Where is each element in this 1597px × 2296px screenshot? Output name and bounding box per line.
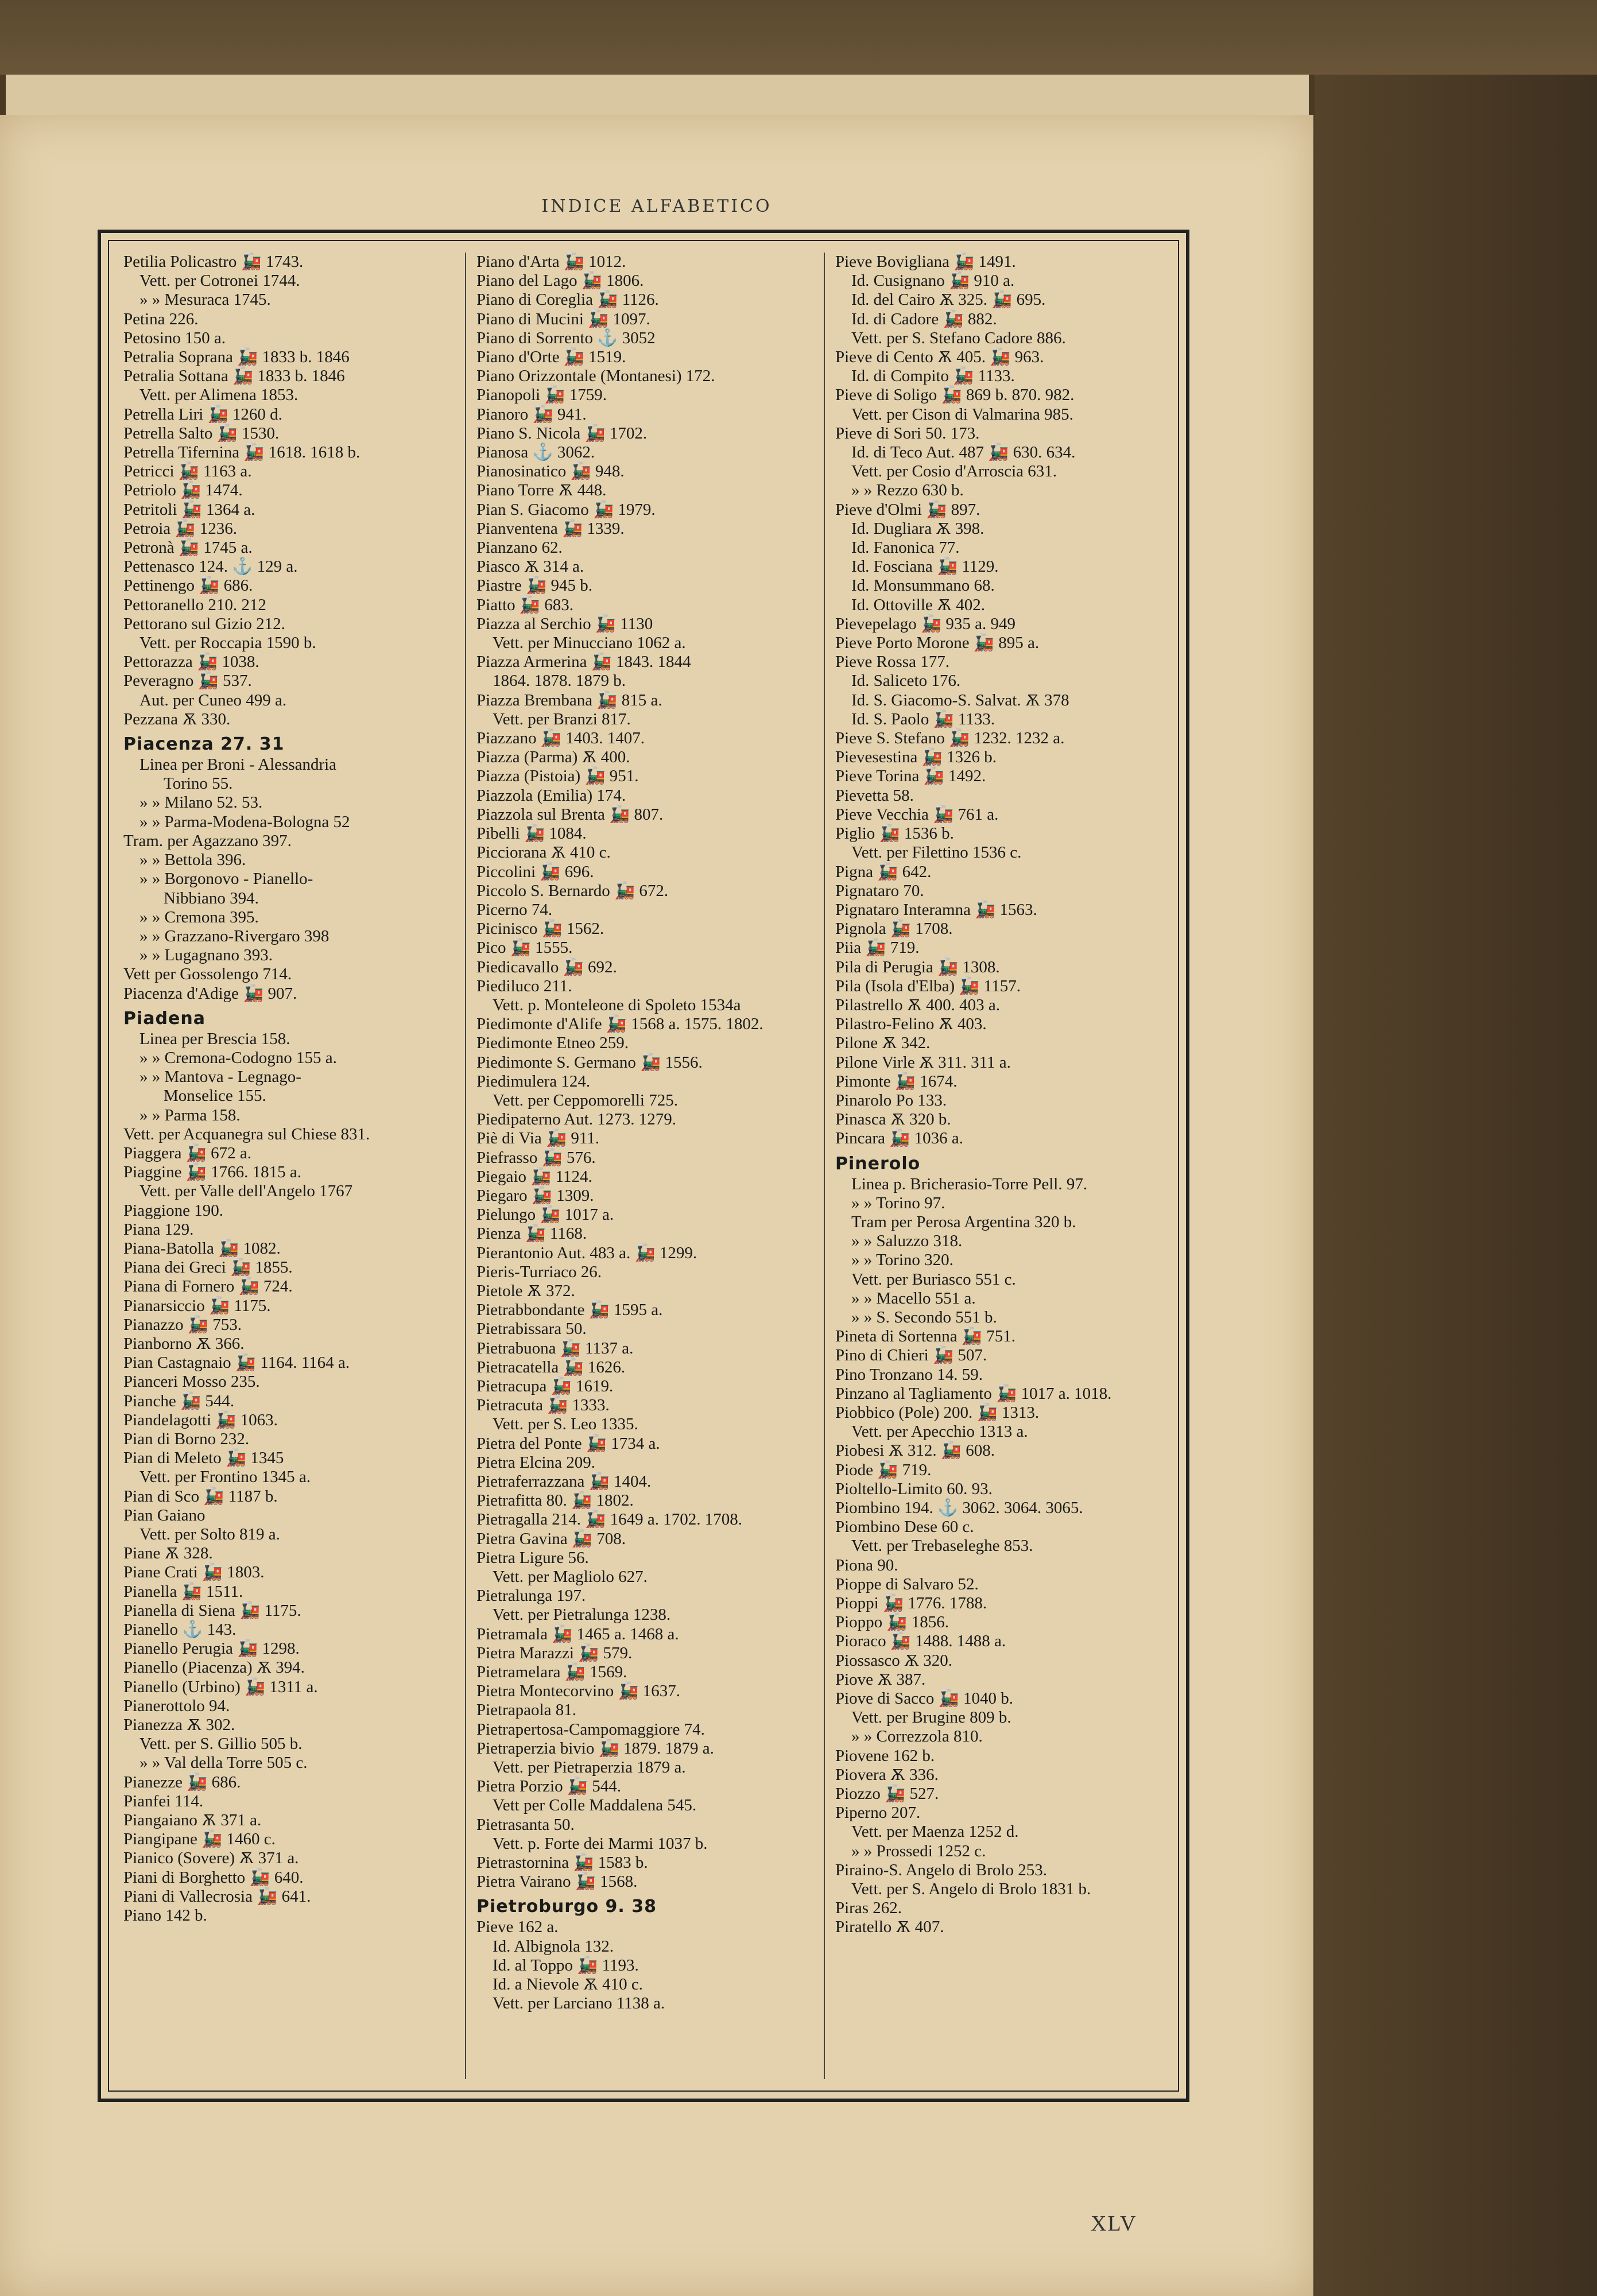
index-entry: Piazzano 🚂 1403. 1407.: [476, 729, 645, 748]
index-entry: Pievetta 58.: [835, 786, 914, 805]
index-entry: Pietrapertosa-Campomaggiore 74.: [476, 1720, 705, 1739]
index-entry: Piano Torre Ѫ 448.: [476, 481, 607, 500]
index-entry: Vett. p. Forte dei Marmi 1037 b.: [493, 1834, 708, 1853]
index-entry: Pianborno Ѫ 366.: [123, 1334, 245, 1353]
index-entry: Pian Gaiano: [123, 1506, 206, 1525]
index-entry: Pietra Elcina 209.: [476, 1453, 595, 1472]
index-entry: Petritoli 🚂 1364 a.: [123, 500, 255, 519]
index-entry: Pietracuta 🚂 1333.: [476, 1396, 610, 1415]
index-entry: Pianzano 62.: [476, 538, 563, 557]
index-entry: » » Val della Torre 505 c.: [139, 1754, 308, 1773]
index-section-heading: Piacenza 27. 31: [123, 734, 285, 755]
index-entry: Piano 142 b.: [123, 1906, 207, 1925]
index-entry: Piana 129.: [123, 1220, 194, 1239]
index-entry: Piras 262.: [835, 1899, 902, 1918]
index-entry: Id. del Cairo Ѫ 325. 🚂 695.: [851, 290, 1046, 309]
index-section-heading: Piadena: [123, 1008, 206, 1029]
index-entry: Pieve di Sori 50. 173.: [835, 424, 980, 443]
index-entry: Pietrafitta 80. 🚂 1802.: [476, 1491, 634, 1510]
index-entry: Piobesi Ѫ 312. 🚂 608.: [835, 1441, 995, 1460]
index-entry: Vett. per Acquanegra sul Chiese 831.: [123, 1124, 370, 1143]
index-entry: Pietracupa 🚂 1619.: [476, 1376, 614, 1395]
index-entry: Piombino 194. ⚓ 3062. 3064. 3065.: [835, 1499, 1083, 1517]
index-entry: Pino Tronzano 14. 59.: [835, 1365, 983, 1384]
index-entry: Pierantonio Aut. 483 a. 🚂 1299.: [476, 1243, 697, 1262]
index-entry: Piaggera 🚂 672 a.: [123, 1143, 251, 1162]
column-divider: [465, 253, 466, 2079]
index-entry: Linea per Broni - Alessandria: [139, 755, 337, 774]
index-entry: 1864. 1878. 1879 b.: [493, 672, 626, 691]
index-entry: Piove Ѫ 387.: [835, 1670, 926, 1689]
index-entry: Aut. per Cuneo 499 a.: [139, 691, 287, 709]
index-entry: Vett. p. Monteleone di Spoleto 1534a: [493, 995, 741, 1014]
index-entry: Pian di Sco 🚂 1187 b.: [123, 1487, 278, 1506]
index-entry: Pietrasanta 50.: [476, 1815, 575, 1834]
index-entry: Pieve Rossa 177.: [835, 653, 949, 672]
index-entry: Id. al Toppo 🚂 1193.: [493, 1956, 639, 1975]
index-entry: Pieve d'Olmi 🚂 897.: [835, 500, 980, 519]
index-entry: Piacenza d'Adige 🚂 907.: [123, 984, 297, 1003]
index-entry: Pietrastornina 🚂 1583 b.: [476, 1853, 648, 1872]
index-entry: Petrella Salto 🚂 1530.: [123, 424, 280, 443]
index-entry: Pietole Ѫ 372.: [476, 1281, 575, 1300]
index-entry: Vett. per Apecchio 1313 a.: [851, 1422, 1028, 1441]
index-entry: Piandelagotti 🚂 1063.: [123, 1410, 278, 1429]
index-entry: Piovera Ѫ 336.: [835, 1765, 939, 1784]
index-entry: Pianosa ⚓ 3062.: [476, 443, 595, 462]
index-entry: Petrella Tifernina 🚂 1618. 1618 b.: [123, 443, 361, 462]
index-entry: Vett. per Minucciano 1062 a.: [493, 634, 686, 653]
index-entry: Pieve 162 a.: [476, 1918, 559, 1937]
index-entry: Vett. per Buriasco 551 c.: [851, 1270, 1016, 1289]
index-entry: Id. Monsummano 68.: [851, 576, 995, 595]
index-entry: » » Prossedi 1252 c.: [851, 1841, 986, 1860]
index-entry: Piano Orizzontale (Montanesi) 172.: [476, 367, 715, 386]
index-entry: Id. Dugliara Ѫ 398.: [851, 519, 984, 538]
index-entry: Piobbico (Pole) 200. 🚂 1313.: [835, 1403, 1040, 1422]
index-entry: Vett. per Pietralunga 1238.: [493, 1605, 671, 1624]
index-entry: Piane Crati 🚂 1803.: [123, 1563, 265, 1582]
index-entry: Pianico (Sovere) Ѫ 371 a.: [123, 1849, 299, 1868]
index-entry: » » Mesuraca 1745.: [139, 290, 271, 309]
index-entry: Pieve Vecchia 🚂 761 a.: [835, 805, 999, 824]
index-entry: Peveragno 🚂 537.: [123, 672, 252, 691]
index-entry: Pieve Bovigliana 🚂 1491.: [835, 253, 1016, 271]
index-entry: Pinasca Ѫ 320 b.: [835, 1110, 951, 1129]
index-entry: Piegaro 🚂 1309.: [476, 1186, 594, 1205]
index-entry: Vett. per Maenza 1252 d.: [851, 1822, 1019, 1841]
index-entry: Pineta di Sortenna 🚂 751.: [835, 1327, 1015, 1346]
index-entry: Pianceri Mosso 235.: [123, 1372, 260, 1391]
index-entry: Piazzola sul Brenta 🚂 807.: [476, 805, 664, 824]
index-entry: Pianezze 🚂 686.: [123, 1773, 241, 1791]
index-entry: Pietragalla 214. 🚂 1649 a. 1702. 1708.: [476, 1510, 742, 1529]
index-entry: Vett. per Cotronei 1744.: [139, 272, 300, 290]
index-entry: Petriolo 🚂 1474.: [123, 481, 243, 500]
index-entry: » » Correzzola 810.: [851, 1727, 983, 1746]
index-entry: Picinisco 🚂 1562.: [476, 920, 604, 938]
index-entry: Petricci 🚂 1163 a.: [123, 462, 252, 481]
index-entry: Pettoranello 210. 212: [123, 595, 266, 614]
index-entry: Id. Ottoville Ѫ 402.: [851, 595, 985, 614]
index-entry: Petroia 🚂 1236.: [123, 519, 238, 538]
index-entry: Pietra del Ponte 🚂 1734 a.: [476, 1434, 660, 1453]
index-entry: Piazza (Pistoia) 🚂 951.: [476, 767, 639, 786]
index-entry: » » Mantova - Legnago-: [139, 1068, 301, 1087]
index-frame: [98, 230, 1189, 2102]
index-entry: Piombino Dese 60 c.: [835, 1518, 974, 1537]
background-right: [1315, 75, 1597, 2296]
index-entry: Pievesestina 🚂 1326 b.: [835, 748, 997, 767]
index-entry: Pian di Meleto 🚂 1345: [123, 1449, 284, 1468]
index-entry: Pianello ⚓ 143.: [123, 1620, 237, 1639]
index-entry: Pincara 🚂 1036 a.: [835, 1129, 963, 1148]
index-entry: Pietra Gavina 🚂 708.: [476, 1529, 626, 1548]
index-entry: Pianezza Ѫ 302.: [123, 1716, 235, 1735]
index-section-heading: Pinerolo: [835, 1153, 921, 1174]
index-entry: Piana-Batolla 🚂 1082.: [123, 1239, 281, 1258]
index-entry: Piano d'Arta 🚂 1012.: [476, 253, 626, 271]
index-entry: Pietraperzia bivio 🚂 1879. 1879 a.: [476, 1739, 714, 1758]
index-entry: Petralia Soprana 🚂 1833 b. 1846: [123, 348, 350, 367]
index-entry: Tram per Perosa Argentina 320 b.: [851, 1212, 1076, 1231]
index-entry: Piedicavallo 🚂 692.: [476, 957, 617, 976]
index-entry: » » S. Secondo 551 b.: [851, 1308, 997, 1327]
index-entry: » » Milano 52. 53.: [139, 793, 263, 812]
index-entry: Pietra Porzio 🚂 544.: [476, 1777, 621, 1796]
index-entry: » » Rezzo 630 b.: [851, 481, 964, 500]
index-entry: Pieve Porto Morone 🚂 895 a.: [835, 634, 1040, 653]
index-entry: Pioraco 🚂 1488. 1488 a.: [835, 1632, 1006, 1651]
index-entry: Vett. per Filettino 1536 c.: [851, 843, 1022, 862]
index-frame-inner: [108, 240, 1179, 2092]
index-entry: Pignola 🚂 1708.: [835, 920, 953, 938]
index-entry: Pieve S. Stefano 🚂 1232. 1232 a.: [835, 729, 1065, 748]
index-entry: Vett. per Larciano 1138 a.: [493, 1994, 665, 2013]
index-entry: Vett. per Valle dell'Angelo 1767: [139, 1182, 353, 1201]
index-entry: Piazza Brembana 🚂 815 a.: [476, 691, 662, 709]
index-entry: Petrella Liri 🚂 1260 d.: [123, 405, 282, 424]
index-entry: Nibbiano 394.: [164, 889, 259, 907]
index-entry: Piedimulera 124.: [476, 1072, 591, 1091]
index-entry: Piglio 🚂 1536 b.: [835, 824, 954, 843]
index-entry: Piossasco Ѫ 320.: [835, 1651, 953, 1670]
index-entry: Pianello (Piacenza) Ѫ 394.: [123, 1658, 305, 1677]
index-entry: » » Borgonovo - Pianello-: [139, 870, 313, 889]
index-entry: » » Torino 320.: [851, 1251, 953, 1270]
index-entry: Piasco Ѫ 314 a.: [476, 557, 584, 576]
index-entry: Pian S. Giacomo 🚂 1979.: [476, 500, 656, 519]
book-page: [0, 115, 1313, 2296]
index-entry: Pianazzo 🚂 753.: [123, 1315, 242, 1334]
index-entry: Pietrabuona 🚂 1137 a.: [476, 1339, 634, 1358]
index-entry: Id. Saliceto 176.: [851, 672, 961, 691]
index-entry: Linea per Brescia 158.: [139, 1029, 290, 1048]
index-entry: Pioltello-Limito 60. 93.: [835, 1479, 993, 1498]
index-entry: Pietralunga 197.: [476, 1587, 586, 1605]
index-entry: Pieve di Cento Ѫ 405. 🚂 963.: [835, 348, 1044, 367]
index-entry: Id. a Nievole Ѫ 410 c.: [493, 1975, 643, 1994]
index-entry: Pimonte 🚂 1674.: [835, 1072, 958, 1091]
index-entry: » » Parma-Modena-Bologna 52: [139, 812, 350, 831]
index-entry: Pianfei 114.: [123, 1791, 204, 1810]
index-entry: Tram. per Agazzano 397.: [123, 831, 292, 850]
index-entry: Piazza al Serchio 🚂 1130: [476, 614, 653, 633]
index-entry: Pietra Vairano 🚂 1568.: [476, 1872, 638, 1891]
index-entry: Vett. per S. Stefano Cadore 886.: [851, 328, 1066, 347]
index-entry: » » Bettola 396.: [139, 851, 246, 870]
index-entry: Pietramala 🚂 1465 a. 1468 a.: [476, 1624, 679, 1643]
index-entry: Vett. per Magliolo 627.: [493, 1568, 648, 1587]
index-entry: Piona 90.: [835, 1556, 898, 1574]
index-entry: Vett. per Trebaseleghe 853.: [851, 1537, 1033, 1556]
index-entry: Petronà 🚂 1745 a.: [123, 538, 253, 557]
page-number: XLV: [1091, 2212, 1137, 2236]
index-entry: Petina 226.: [123, 309, 199, 328]
index-entry: Pievepelago 🚂 935 a. 949: [835, 614, 1015, 633]
index-entry: Pioppe di Salvaro 52.: [835, 1574, 979, 1593]
index-entry: Pianella di Siena 🚂 1175.: [123, 1601, 301, 1620]
index-entry: Pianello (Urbino) 🚂 1311 a.: [123, 1677, 318, 1696]
index-entry: Picciorana Ѫ 410 c.: [476, 843, 611, 862]
index-entry: Pila di Perugia 🚂 1308.: [835, 957, 1000, 976]
index-entry: Pianella 🚂 1511.: [123, 1582, 243, 1601]
index-entry: Id. di Cadore 🚂 882.: [851, 309, 997, 328]
index-entry: Vett. per Roccapia 1590 b.: [139, 634, 316, 653]
index-entry: Pianarsiccio 🚂 1175.: [123, 1296, 271, 1315]
index-entry: Piano del Lago 🚂 1806.: [476, 272, 644, 290]
index-entry: Pila (Isola d'Elba) 🚂 1157.: [835, 976, 1021, 995]
index-entry: Pettorazza 🚂 1038.: [123, 653, 259, 672]
index-entry: Pianoro 🚂 941.: [476, 405, 587, 424]
index-entry: Pianche 🚂 544.: [123, 1391, 235, 1410]
index-entry: Pioppo 🚂 1856.: [835, 1613, 949, 1632]
index-entry: Piastre 🚂 945 b.: [476, 576, 593, 595]
index-entry: Id. Cusignano 🚂 910 a.: [851, 272, 1015, 290]
index-entry: Piano d'Orte 🚂 1519.: [476, 348, 626, 367]
index-entry: Pino di Chieri 🚂 507.: [835, 1346, 987, 1365]
index-entry: Pianerottolo 94.: [123, 1696, 230, 1715]
index-entry: Vett. per S. Angelo di Brolo 1831 b.: [851, 1880, 1091, 1899]
index-entry: » » Parma 158.: [139, 1106, 241, 1124]
index-entry: Piani di Vallecrosia 🚂 641.: [123, 1887, 311, 1906]
index-entry: Id. Albignola 132.: [493, 1937, 614, 1956]
index-entry: Petralia Sottana 🚂 1833 b. 1846: [123, 367, 345, 386]
index-entry: Vett. per S. Leo 1335.: [493, 1415, 638, 1434]
index-entry: Piccolini 🚂 696.: [476, 862, 594, 881]
index-entry: Pielungo 🚂 1017 a.: [476, 1205, 614, 1224]
index-entry: Piode 🚂 719.: [835, 1460, 932, 1479]
index-entry: Piano di Coreglia 🚂 1126.: [476, 290, 659, 309]
index-entry: Pietrapaola 81.: [476, 1701, 576, 1720]
index-entry: Pettinengo 🚂 686.: [123, 576, 253, 595]
index-entry: Vett per Colle Maddalena 545.: [493, 1796, 697, 1815]
index-entry: Piperno 207.: [835, 1804, 921, 1822]
index-entry: » » Lugagnano 393.: [139, 946, 273, 965]
index-entry: » » Grazzano-Rivergaro 398: [139, 926, 330, 945]
index-entry: » » Cremona-Codogno 155 a.: [139, 1048, 337, 1067]
index-entry: Vett. per Frontino 1345 a.: [139, 1468, 311, 1487]
index-entry: Pietramelara 🚂 1569.: [476, 1663, 627, 1682]
index-entry: Monselice 155.: [164, 1087, 266, 1106]
index-entry: Id. di Teco Aut. 487 🚂 630. 634.: [851, 443, 1076, 462]
index-entry: Id. di Compito 🚂 1133.: [851, 367, 1015, 386]
index-entry: Pigna 🚂 642.: [835, 862, 932, 881]
index-entry: » » Torino 97.: [851, 1193, 945, 1212]
index-entry: Piedimonte S. Germano 🚂 1556.: [476, 1053, 703, 1072]
index-entry: Pietrabbondante 🚂 1595 a.: [476, 1301, 663, 1320]
index-entry: Pinzano al Tagliamento 🚂 1017 a. 1018.: [835, 1384, 1112, 1403]
index-entry: Pianosinatico 🚂 948.: [476, 462, 625, 481]
index-entry: Piediluco 211.: [476, 976, 572, 995]
index-entry: Pianopoli 🚂 1759.: [476, 386, 607, 405]
index-entry: Picerno 74.: [476, 900, 553, 919]
index-entry: Torino 55.: [164, 774, 233, 793]
index-entry: Id. Fosciana 🚂 1129.: [851, 557, 999, 576]
index-entry: Petilia Policastro 🚂 1743.: [123, 253, 304, 271]
index-entry: Piazzola (Emilia) 174.: [476, 786, 626, 805]
index-entry: Pilone Virle Ѫ 311. 311 a.: [835, 1053, 1011, 1072]
index-entry: Pieve Torina 🚂 1492.: [835, 767, 986, 786]
index-entry: Pianello Perugia 🚂 1298.: [123, 1639, 300, 1658]
index-entry: Pietra Marazzi 🚂 579.: [476, 1643, 633, 1662]
index-entry: Pieris-Turriaco 26.: [476, 1262, 602, 1281]
index-entry: Piani di Borghetto 🚂 640.: [123, 1868, 304, 1887]
index-entry: Piano di Mucini 🚂 1097.: [476, 309, 650, 328]
index-entry: Vett. per Solto 819 a.: [139, 1525, 280, 1543]
index-column-2: [476, 253, 815, 2079]
index-entry: Pioppi 🚂 1776. 1788.: [835, 1594, 987, 1613]
index-entry: Vett. per Branzi 817.: [493, 709, 631, 728]
index-entry: Pietra Ligure 56.: [476, 1548, 589, 1567]
index-entry: Piovene 162 b.: [835, 1746, 935, 1765]
index-entry: Vett per Gossolengo 714.: [123, 965, 292, 984]
index-entry: Piè di Via 🚂 911.: [476, 1129, 600, 1148]
index-entry: Pietrabissara 50.: [476, 1320, 587, 1339]
index-entry: Pietra Montecorvino 🚂 1637.: [476, 1682, 681, 1701]
index-entry: Pezzana Ѫ 330.: [123, 709, 231, 728]
index-entry: Piefrasso 🚂 576.: [476, 1148, 596, 1167]
index-entry: » » Cremona 395.: [139, 907, 259, 926]
index-entry: Piazza Armerina 🚂 1843. 1844: [476, 653, 691, 672]
index-entry: Vett. per S. Gillio 505 b.: [139, 1735, 303, 1754]
index-entry: Piangipane 🚂 1460 c.: [123, 1830, 276, 1849]
index-entry: Pieve di Soligo 🚂 869 b. 870. 982.: [835, 386, 1075, 405]
index-entry: Vett. per Pietraperzia 1879 a.: [493, 1758, 686, 1777]
index-entry: Pianventena 🚂 1339.: [476, 519, 625, 538]
index-entry: Pettorano sul Gizio 212.: [123, 614, 285, 633]
index-section-heading: Pietroburgo 9. 38: [476, 1896, 657, 1917]
index-entry: Vett. per Ceppomorelli 725.: [493, 1091, 678, 1110]
index-entry: Piegaio 🚂 1124.: [476, 1167, 592, 1186]
index-entry: Pietracatella 🚂 1626.: [476, 1358, 626, 1376]
index-entry: Vett. per Alimena 1853.: [139, 386, 299, 405]
index-entry: Piedimonte d'Alife 🚂 1568 a. 1575. 1802.: [476, 1015, 763, 1034]
index-entry: Piove di Sacco 🚂 1040 b.: [835, 1689, 1013, 1708]
index-entry: » » Macello 551 a.: [851, 1289, 976, 1308]
index-entry: Pignataro 70.: [835, 881, 924, 900]
index-entry: Id. S. Giacomo-S. Salvat. Ѫ 378: [851, 691, 1069, 709]
index-entry: Pibelli 🚂 1084.: [476, 824, 587, 843]
index-entry: Piatto 🚂 683.: [476, 595, 574, 614]
background-top: [0, 0, 1597, 75]
index-column-3: [835, 253, 1174, 2079]
index-entry: Id. Fanonica 77.: [851, 538, 960, 557]
index-entry: Pilone Ѫ 342.: [835, 1034, 931, 1053]
index-entry: Pettenasco 124. ⚓ 129 a.: [123, 557, 298, 576]
index-entry: Linea p. Bricherasio-Torre Pell. 97.: [851, 1174, 1088, 1193]
index-entry: Pinarolo Po 133.: [835, 1091, 947, 1110]
index-entry: Vett. per Brugine 809 b.: [851, 1708, 1011, 1727]
index-entry: Piedipaterno Aut. 1273. 1279.: [476, 1110, 676, 1129]
index-entry: » » Saluzzo 318.: [851, 1232, 963, 1251]
index-entry: Piedimonte Etneo 259.: [476, 1034, 629, 1053]
index-entry: Piia 🚂 719.: [835, 938, 920, 957]
index-entry: Pietraferrazzana 🚂 1404.: [476, 1472, 652, 1491]
index-entry: Pian di Borno 232.: [123, 1429, 250, 1448]
index-entry: Piozzo 🚂 527.: [835, 1785, 939, 1804]
index-entry: Vett. per Cison di Valmarina 985.: [851, 405, 1073, 424]
index-entry: Piane Ѫ 328.: [123, 1544, 213, 1563]
index-entry: Piano S. Nicola 🚂 1702.: [476, 424, 648, 443]
index-entry: Piratello Ѫ 407.: [835, 1918, 944, 1937]
index-entry: Piano di Sorrento ⚓ 3052: [476, 328, 656, 347]
index-entry: Pico 🚂 1555.: [476, 938, 573, 957]
index-entry: Pilastro-Felino Ѫ 403.: [835, 1015, 987, 1034]
column-divider: [824, 253, 825, 2079]
index-entry: Pilastrello Ѫ 400. 403 a.: [835, 995, 1000, 1014]
index-entry: Piangaiano Ѫ 371 a.: [123, 1811, 262, 1830]
page-header: INDICE ALFABETICO: [541, 196, 772, 216]
index-entry: Piana di Fornero 🚂 724.: [123, 1277, 293, 1296]
index-entry: Id. S. Paolo 🚂 1133.: [851, 709, 995, 728]
index-entry: Pian Castagnaio 🚂 1164. 1164 a.: [123, 1353, 350, 1372]
index-entry: Piana dei Greci 🚂 1855.: [123, 1258, 293, 1277]
index-entry: Piccolo S. Bernardo 🚂 672.: [476, 881, 669, 900]
index-entry: Piaggione 190.: [123, 1201, 223, 1220]
index-entry: Pienza 🚂 1168.: [476, 1224, 587, 1243]
index-entry: Petosino 150 a.: [123, 328, 226, 347]
index-entry: Piaggine 🚂 1766. 1815 a.: [123, 1163, 301, 1182]
index-entry: Vett. per Cosio d'Arroscia 631.: [851, 462, 1057, 481]
index-entry: Piraino-S. Angelo di Brolo 253.: [835, 1860, 1047, 1879]
index-column-1: [123, 253, 456, 2079]
index-entry: Pignataro Interamna 🚂 1563.: [835, 900, 1037, 919]
index-entry: Piazza (Parma) Ѫ 400.: [476, 748, 630, 767]
